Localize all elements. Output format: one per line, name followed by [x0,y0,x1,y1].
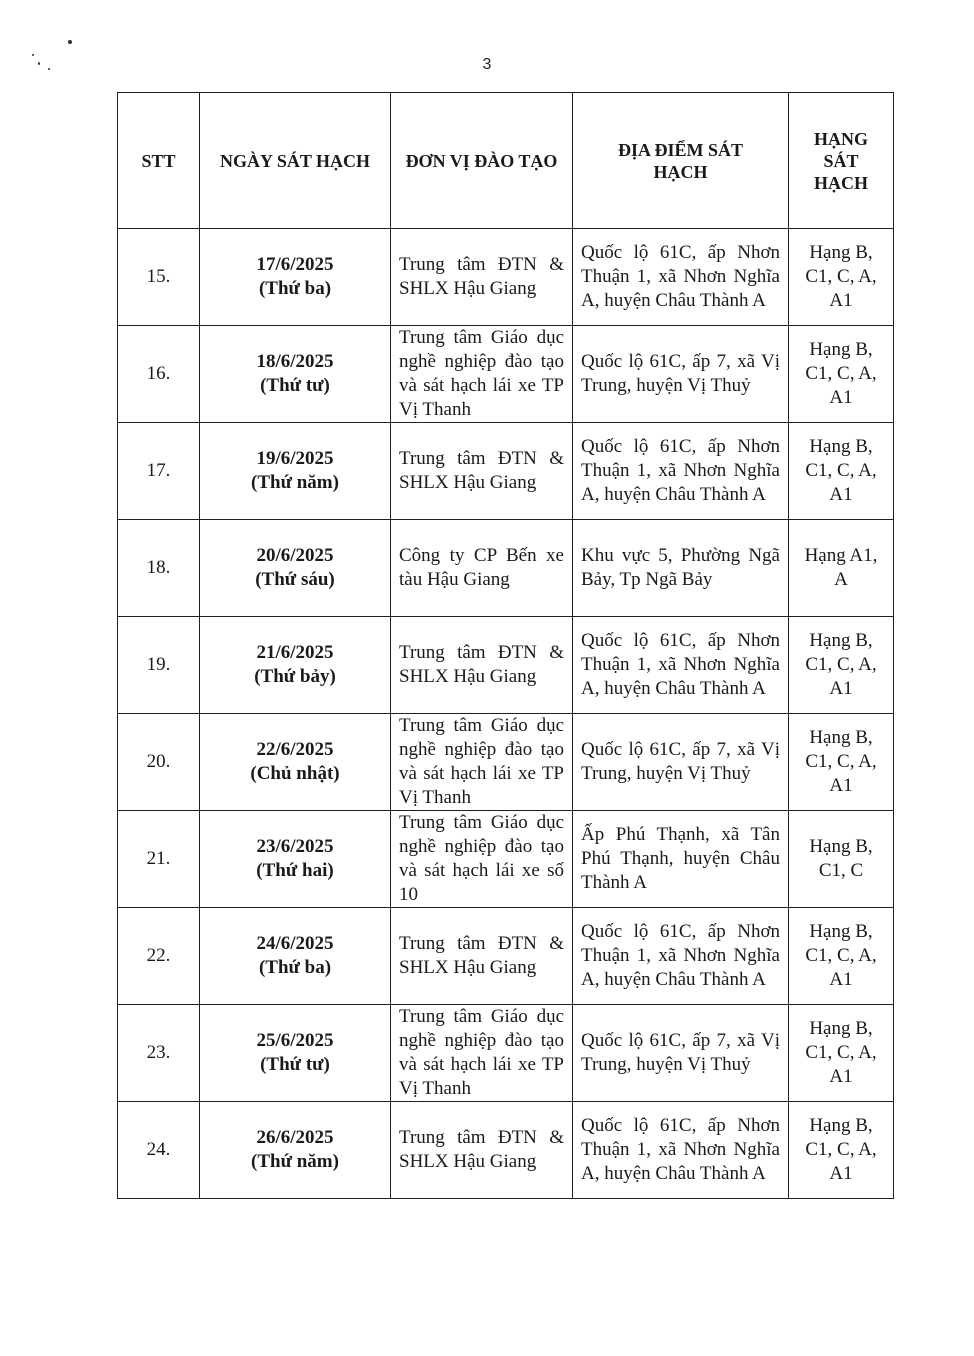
row-exam-location: Quốc lộ 61C, ấp 7, xã Vị Trung, huyện Vị Thuỷ [573,714,789,811]
row-date: 20/6/2025 [256,545,334,566]
row-stt: 18. [118,520,200,617]
row-training-unit: Công ty CP Bến xe tàu Hậu Giang [391,520,573,617]
header-date: NGÀY SÁT HẠCH [200,93,391,229]
row-training-unit: Trung tâm Giáo dục nghề nghiệp đào tạo và sát hạch lái xe TP Vị Thanh [391,714,573,811]
row-date-cell [200,1005,391,1102]
page-number: 3 [482,56,492,73]
row-training-unit: Trung tâm ĐTN & SHLX Hậu Giang [391,229,573,326]
row-license-class: Hạng B, C1, C, A, A1 [789,617,894,714]
row-license-class: Hạng B, C1, C, A, A1 [789,229,894,326]
row-date: 19/6/2025 [256,448,334,469]
exam-schedule-table [117,92,894,1199]
row-date-cell [200,1102,391,1199]
header-stt: STT [118,93,200,229]
row-stt: 15. [118,229,200,326]
row-date: 22/6/2025 [256,739,334,760]
row-exam-location: Quốc lộ 61C, ấp 7, xã Vị Trung, huyện Vị Thuỷ [573,326,789,423]
row-date: 21/6/2025 [256,642,334,663]
row-date-cell [200,617,391,714]
header-unit: ĐƠN VỊ ĐÀO TẠO [391,93,573,229]
row-license-class: Hạng B, C1, C, A, A1 [789,714,894,811]
row-weekday: (Thứ năm) [251,472,339,493]
row-date: 17/6/2025 [256,254,334,275]
row-stt: 23. [118,1005,200,1102]
row-date-cell [200,326,391,423]
row-training-unit: Trung tâm Giáo dục nghề nghiệp đào tạo và sát hạch lái xe TP Vị Thanh [391,326,573,423]
table-body [118,229,894,1199]
table-row [118,520,894,617]
table-row [118,811,894,908]
row-weekday: (Thứ sáu) [255,569,335,590]
row-exam-location: Quốc lộ 61C, ấp Nhơn Thuận 1, xã Nhơn Nghĩa A, huyện Châu Thành A [573,229,789,326]
row-training-unit: Trung tâm ĐTN & SHLX Hậu Giang [391,1102,573,1199]
table-row [118,326,894,423]
row-exam-location: Quốc lộ 61C, ấp Nhơn Thuận 1, xã Nhơn Nghĩa A, huyện Châu Thành A [573,423,789,520]
row-date-cell [200,714,391,811]
row-date-cell [200,229,391,326]
row-date: 26/6/2025 [256,1127,334,1148]
row-date: 23/6/2025 [256,836,334,857]
table-header-row [118,93,894,229]
row-exam-location: Khu vực 5, Phường Ngã Bảy, Tp Ngã Bảy [573,520,789,617]
header-grade: HẠNG SÁT HẠCH [789,93,894,229]
row-stt: 22. [118,908,200,1005]
row-date-cell [200,423,391,520]
table-row [118,1005,894,1102]
row-license-class: Hạng B, C1, C [789,811,894,908]
row-license-class: Hạng A1, A [789,520,894,617]
row-training-unit: Trung tâm ĐTN & SHLX Hậu Giang [391,617,573,714]
row-training-unit: Trung tâm ĐTN & SHLX Hậu Giang [391,423,573,520]
row-license-class: Hạng B, C1, C, A, A1 [789,908,894,1005]
table-row [118,617,894,714]
row-stt: 24. [118,1102,200,1199]
row-stt: 20. [118,714,200,811]
row-license-class: Hạng B, C1, C, A, A1 [789,1005,894,1102]
table-row [118,423,894,520]
row-weekday: (Thứ ba) [258,957,332,978]
row-stt: 16. [118,326,200,423]
row-date-cell [200,908,391,1005]
row-weekday: (Chủ nhật) [250,763,340,784]
row-exam-location: Quốc lộ 61C, ấp Nhơn Thuận 1, xã Nhơn Nghĩa A, huyện Châu Thành A [573,908,789,1005]
row-exam-location: Quốc lộ 61C, ấp Nhơn Thuận 1, xã Nhơn Nghĩa A, huyện Châu Thành A [573,617,789,714]
table-row [118,714,894,811]
row-stt: 19. [118,617,200,714]
row-date: 24/6/2025 [256,933,334,954]
table-row [118,1102,894,1199]
row-license-class: Hạng B, C1, C, A, A1 [789,326,894,423]
row-training-unit: Trung tâm Giáo dục nghề nghiệp đào tạo và sát hạch lái xe TP Vị Thanh [391,1005,573,1102]
row-weekday: (Thứ tư) [260,375,330,396]
row-weekday: (Thứ tư) [260,1054,330,1075]
row-weekday: (Thứ hai) [256,860,334,881]
row-weekday: (Thứ bảy) [254,666,336,687]
row-stt: 21. [118,811,200,908]
row-weekday: (Thứ ba) [258,278,332,299]
row-weekday: (Thứ năm) [251,1151,339,1172]
schedule-table-container [117,92,894,1199]
row-license-class: Hạng B, C1, C, A, A1 [789,423,894,520]
table-row [118,229,894,326]
row-date: 18/6/2025 [256,351,334,372]
row-training-unit: Trung tâm Giáo dục nghề nghiệp đào tạo và sát hạch lái xe số 10 [391,811,573,908]
row-exam-location: Quốc lộ 61C, ấp 7, xã Vị Trung, huyện Vị Thuỷ [573,1005,789,1102]
table-row [118,908,894,1005]
row-date: 25/6/2025 [256,1030,334,1051]
header-place: ĐỊA ĐIỂM SÁT HẠCH [573,93,789,229]
row-exam-location: Ấp Phú Thạnh, xã Tân Phú Thạnh, huyện Châu Thành A [573,811,789,908]
row-date-cell [200,811,391,908]
row-stt: 17. [118,423,200,520]
row-exam-location: Quốc lộ 61C, ấp Nhơn Thuận 1, xã Nhơn Nghĩa A, huyện Châu Thành A [573,1102,789,1199]
row-date-cell [200,520,391,617]
row-training-unit: Trung tâm ĐTN & SHLX Hậu Giang [391,908,573,1005]
row-license-class: Hạng B, C1, C, A, A1 [789,1102,894,1199]
